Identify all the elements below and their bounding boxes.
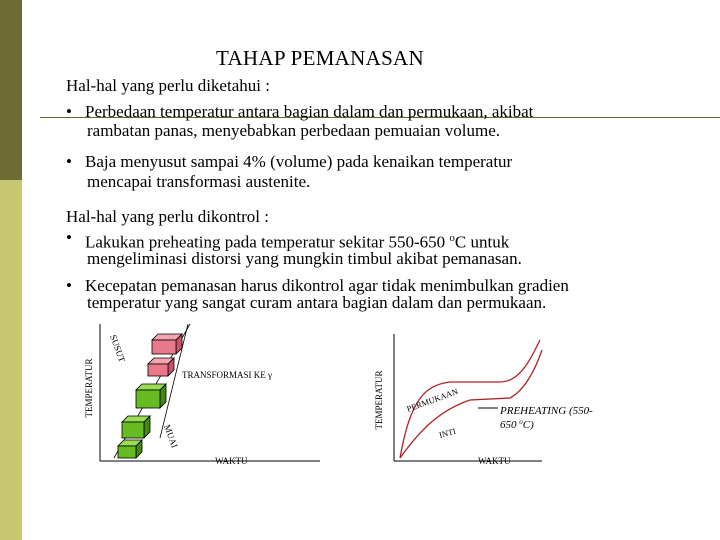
bullet4-line1: Kecepatan pemanasan harus dikontrol agar tidak menimbulkan gradien xyxy=(85,276,569,295)
cube-medium-green xyxy=(122,416,150,438)
cube-small-pink xyxy=(148,358,174,376)
label-preheating-line2: 650 $^o$C) xyxy=(500,418,534,431)
sidebar-dark-band xyxy=(0,0,22,180)
bullet-dot: • xyxy=(66,228,72,247)
bullet2-line1: Baja menyusut sampai 4% (volume) pada kenaikan temperatur xyxy=(85,152,513,171)
label-susut: SUSUT xyxy=(108,333,128,364)
bullet4-line2: temperatur yang sangat curam antara bagian dalam dan permukaan. xyxy=(87,293,547,312)
bullet3-line2: mengeliminasi distorsi yang mungkin timbul akibat pemanasan. xyxy=(87,249,522,268)
y-axis-label: TEMPERATUR xyxy=(84,358,94,418)
label-muai: MUAI xyxy=(162,423,180,450)
x-axis-label: WAKTU xyxy=(478,456,511,466)
bullet-dot: • xyxy=(66,102,72,121)
slide-title: TAHAP PEMANASAN xyxy=(216,46,424,70)
cube-small-green xyxy=(118,440,142,458)
x-axis-label: WAKTU xyxy=(215,456,248,466)
bullet1-line1: Perbedaan temperatur antara bagian dalam dan permukaan, akibat xyxy=(85,102,534,121)
bullet-dot: • xyxy=(66,276,72,295)
label-inti: INTI xyxy=(437,425,457,440)
label-permukaan: PERMUKAAN xyxy=(405,386,460,414)
bullet-dot: • xyxy=(66,152,72,171)
diagram-preheating xyxy=(370,330,650,470)
label-preheating-line1: PREHEATING (550- xyxy=(500,405,593,417)
section1-heading: Hal-hal yang perlu diketahui : xyxy=(66,76,270,95)
y-axis-label: TEMPERATUR xyxy=(374,370,384,430)
bullet2-line2: mencapai transformasi austenite. xyxy=(87,172,311,191)
diagram-expansion xyxy=(70,318,370,468)
cube-large-green xyxy=(136,384,166,408)
bullet1-line2: rambatan panas, menyebabkan perbedaan pemuaian volume. xyxy=(87,121,501,140)
bullet3-line1: Lakukan preheating pada temperatur sekitar 550-650 $^o$C untuk xyxy=(85,232,510,252)
section2-heading: Hal-hal yang perlu dikontrol : xyxy=(66,207,270,226)
label-transformasi: TRANSFORMASI KE γ xyxy=(182,370,272,380)
cube-large-pink xyxy=(152,334,182,354)
